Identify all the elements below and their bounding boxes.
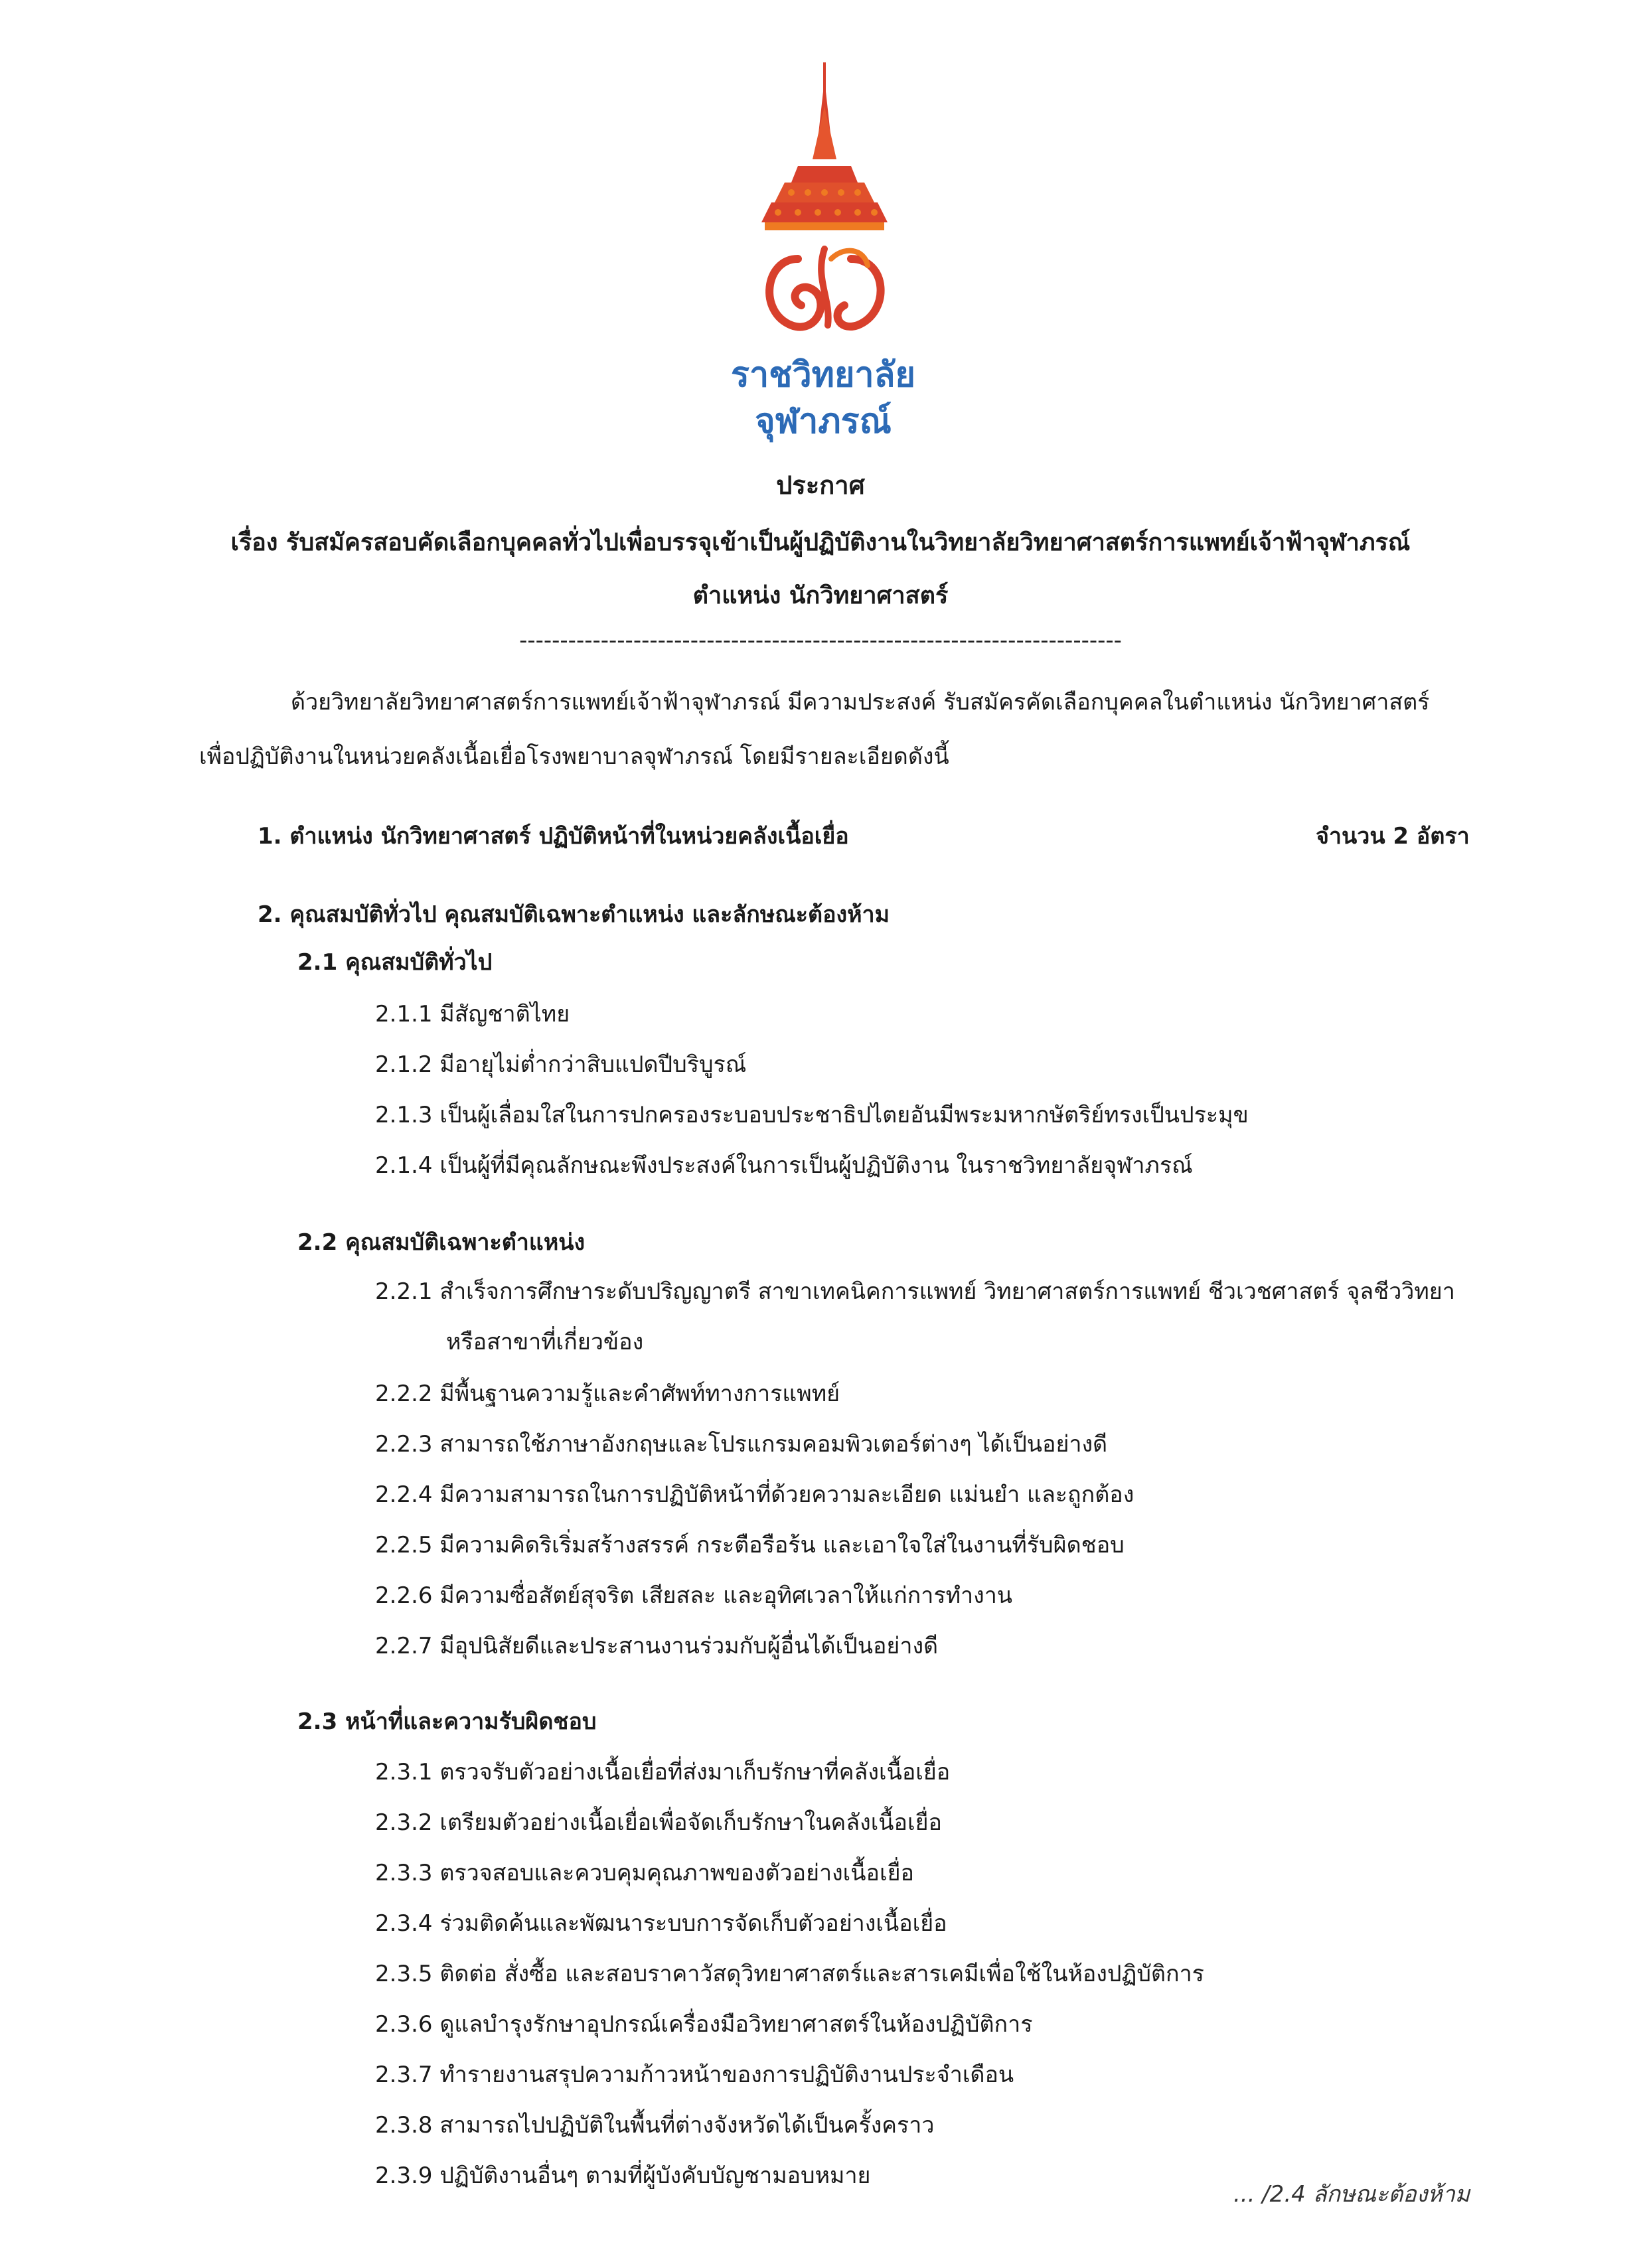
- section-2-heading: 2. คุณสมบัติทั่วไป คุณสมบัติเฉพาะตำแหน่ง และลักษณะต้องห้าม: [258, 901, 890, 928]
- list-item: 2.2.2 มีพื้นฐานความรู้และคำศัพท์ทางการแพทย์: [375, 1381, 840, 1407]
- list-item: 2.1.4 เป็นผู้ที่มีคุณลักษณะพึงประสงค์ในการเป็นผู้ปฏิบัติงาน ในราชวิทยาลัยจุฬาภรณ์: [375, 1152, 1193, 1179]
- list-item: 2.1.2 มีอายุไม่ต่ำกว่าสิบแปดปีบริบูรณ์: [375, 1051, 747, 1078]
- list-item: 2.2.3 สามารถใช้ภาษาอังกฤษและโปรแกรมคอมพิวเตอร์ต่างๆ ได้เป็นอย่างดี: [375, 1431, 1108, 1458]
- list-item: 2.1.3 เป็นผู้เลื่อมใสในการปกครองระบอบประชาธิปไตยอันมีพระมหากษัตริย์ทรงเป็นประมุข: [375, 1102, 1249, 1128]
- list-item: 2.3.6 ดูแลบำรุงรักษาอุปกรณ์เครื่องมือวิทยาศาสตร์ในห้องปฏิบัติการ: [375, 2011, 1033, 2038]
- intro-line-1: ด้วยวิทยาลัยวิทยาศาสตร์การแพทย์เจ้าฟ้าจุฬาภรณ์ มีความประสงค์ รับสมัครคัดเลือกบุคคลในตำแหน่ง นักวิทยาศาสตร์: [291, 689, 1430, 716]
- title-divider: --------------------------------------------------------------------------: [519, 627, 1122, 654]
- announcement-subject: เรื่อง รับสมัครสอบคัดเลือกบุคคลทั่วไปเพื่อบรรจุเข้าเป็นผู้ปฏิบัติงานในวิทยาลัยวิทยาศาสตร์การแพทย์เจ้าฟ้าจุฬาภรณ์: [230, 529, 1411, 556]
- intro-line-2: เพื่อปฏิบัติงานในหน่วยคลังเนื้อเยื่อโรงพยาบาลจุฬาภรณ์ โดยมีรายละเอียดดังนี้: [199, 743, 949, 770]
- list-item: 2.3.2 เตรียมตัวอย่างเนื้อเยื่อเพื่อจัดเก็บรักษาในคลังเนื้อเยื่อ: [375, 1809, 942, 1836]
- college-emblem-icon: [751, 60, 898, 352]
- list-item: 2.2.7 มีอุปนิสัยดีและประสานงานร่วมกับผู้อื่นได้เป็นอย่างดี: [375, 1633, 939, 1659]
- list-item: 2.3.5 ติดต่อ สั่งซื้อ และสอบราคาวัสดุวิทยาศาสตร์และสารเคมีเพื่อใช้ในห้องปฏิบัติการ: [375, 1961, 1204, 1987]
- subsection-2-2-heading: 2.2 คุณสมบัติเฉพาะตำแหน่ง: [297, 1229, 586, 1256]
- subsection-2-1-heading: 2.1 คุณสมบัติทั่วไป: [297, 949, 493, 976]
- list-item: 2.2.4 มีความสามารถในการปฏิบัติหน้าที่ด้วยความละเอียด แม่นยำ และถูกต้อง: [375, 1481, 1134, 1508]
- list-item: 2.3.1 ตรวจรับตัวอย่างเนื้อเยื่อที่ส่งมาเก็บรักษาที่คลังเนื้อเยื่อ: [375, 1759, 951, 1785]
- announcement-position: ตำแหน่ง นักวิทยาศาสตร์: [692, 582, 949, 609]
- list-item: 2.3.7 ทำรายงานสรุปความก้าวหน้าของการปฏิบัติงานประจำเดือน: [375, 2062, 1014, 2088]
- announcement-title: ประกาศ: [776, 471, 865, 500]
- list-item: 2.1.1 มีสัญชาติไทย: [375, 1001, 570, 1027]
- list-item: 2.3.8 สามารถไปปฏิบัติในพื้นที่ต่างจังหวัดได้เป็นครั้งคราว: [375, 2112, 935, 2139]
- section-1-count: จำนวน 2 อัตรา: [1316, 823, 1470, 850]
- subsection-2-3-heading: 2.3 หน้าที่และความรับผิดชอบ: [297, 1708, 597, 1735]
- org-name-line2: จุฬาภรณ์: [755, 402, 892, 441]
- list-item: 2.3.9 ปฏิบัติงานอื่นๆ ตามที่ผู้บังคับบัญชามอบหมาย: [375, 2162, 871, 2189]
- continued-note: ... /2.4 ลักษณะต้องห้าม: [1233, 2181, 1470, 2208]
- list-item: 2.2.1 สำเร็จการศึกษาระดับปริญญาตรี สาขาเทคนิคการแพทย์ วิทยาศาสตร์การแพทย์ ชีวเวชศาสตร์ จุลชีววิทยา: [375, 1278, 1455, 1305]
- section-1-text: 1. ตำแหน่ง นักวิทยาศาสตร์ ปฏิบัติหน้าที่ในหน่วยคลังเนื้อเยื่อ: [258, 823, 849, 850]
- list-item: 2.2.5 มีความคิดริเริ่มสร้างสรรค์ กระตือรือร้น และเอาใจใส่ในงานที่รับผิดชอบ: [375, 1532, 1125, 1558]
- list-item: 2.3.4 ร่วมติดค้นและพัฒนาระบบการจัดเก็บตัวอย่างเนื้อเยื่อ: [375, 1910, 947, 1937]
- org-name-line1: ราชวิทยาลัย: [731, 355, 915, 395]
- list-item: 2.3.3 ตรวจสอบและควบคุมคุณภาพของตัวอย่างเนื้อเยื่อ: [375, 1860, 914, 1886]
- list-item-continuation: หรือสาขาที่เกี่ยวข้อง: [446, 1329, 644, 1355]
- list-item: 2.2.6 มีความซื่อสัตย์สุจริต เสียสละ และอุทิศเวลาให้แก่การทำงาน: [375, 1582, 1013, 1609]
